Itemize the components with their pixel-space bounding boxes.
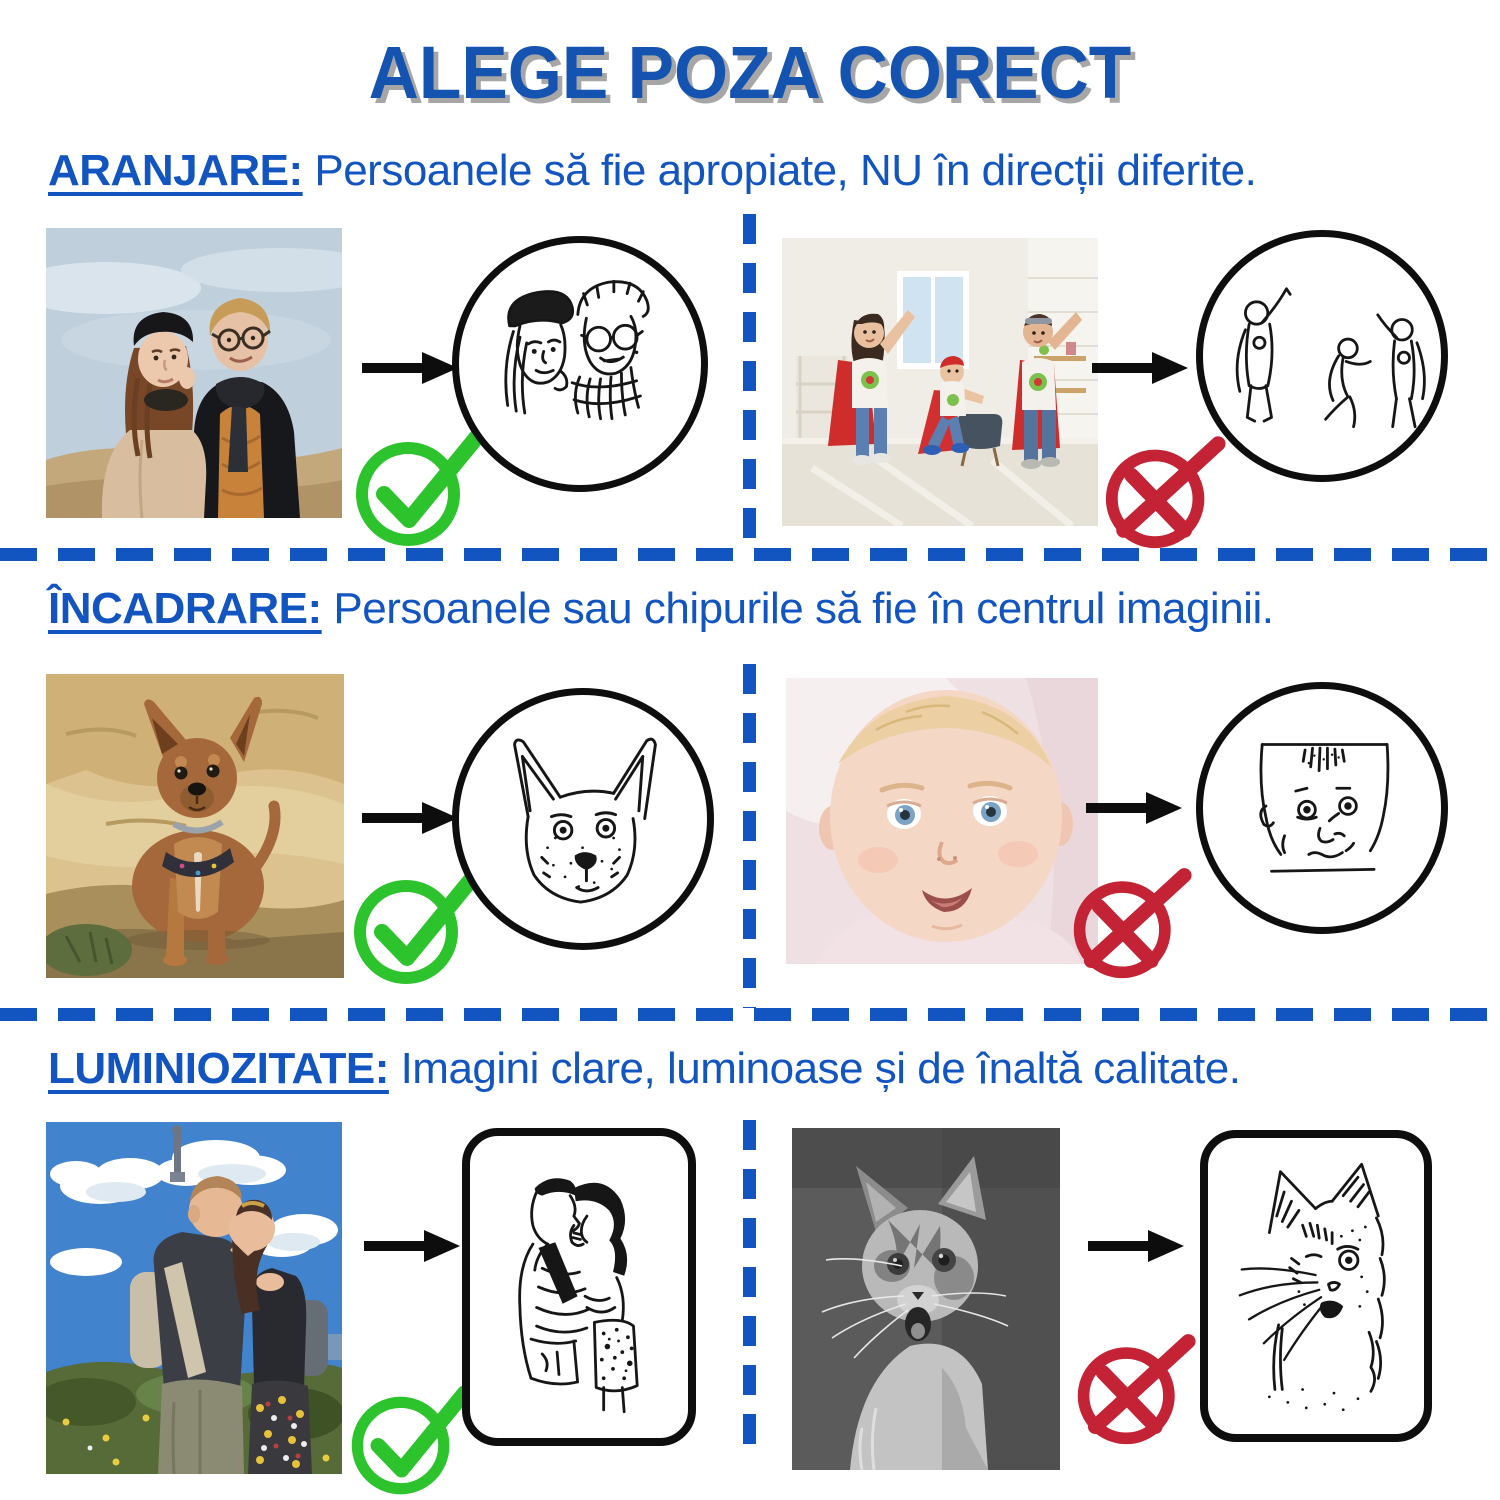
sketch-messy-cat xyxy=(1214,1147,1417,1425)
photo-good-brightness xyxy=(46,1122,342,1474)
section-incadrare-heading xyxy=(48,584,1273,634)
arrow-icon xyxy=(1090,350,1190,386)
section-description: Persoanele sau chipurile să fie în centrul imaginii. xyxy=(321,584,1274,633)
photo-bad-brightness xyxy=(792,1128,1060,1470)
cross-icon xyxy=(1066,856,1194,984)
photo-good-arrangement xyxy=(46,228,342,518)
photo-good-framing xyxy=(46,674,344,978)
arrow-icon xyxy=(1086,1228,1186,1264)
section-aranjare-heading xyxy=(48,146,1256,196)
section-luminiozitate-heading xyxy=(48,1044,1240,1094)
cross-icon xyxy=(1098,424,1228,554)
sketch-cropped-baby xyxy=(1210,696,1434,920)
horizontal-divider xyxy=(0,1008,1500,1021)
section-description: Persoanele să fie apropiate, NU în direcții diferite. xyxy=(302,146,1257,195)
sketch-kissing-couple xyxy=(477,1145,682,1429)
photo-bad-arrangement xyxy=(782,238,1098,526)
vertical-divider xyxy=(743,214,756,548)
cross-icon xyxy=(1070,1322,1198,1450)
check-icon xyxy=(352,420,484,552)
arrow-icon xyxy=(1084,790,1184,826)
section-keyword: LUMINIOZITATE: xyxy=(48,1044,389,1093)
sketch-result-frame xyxy=(452,688,714,950)
vertical-divider xyxy=(743,1120,756,1458)
section-keyword: ÎNCADRARE: xyxy=(48,584,322,633)
horizontal-divider xyxy=(0,548,1500,561)
arrow-icon xyxy=(360,350,460,386)
arrow-icon xyxy=(362,1228,462,1264)
sketch-result-frame xyxy=(1200,1130,1432,1442)
section-description: Imagini clare, luminoase și de înaltă calitate. xyxy=(388,1044,1241,1093)
check-icon xyxy=(348,1376,472,1500)
photo-bad-framing xyxy=(786,678,1098,964)
check-icon xyxy=(350,858,482,990)
sketch-dog-face xyxy=(466,702,699,935)
vertical-divider xyxy=(743,664,756,1008)
sketch-result-frame xyxy=(1196,230,1448,482)
sketch-result-frame xyxy=(1196,682,1448,934)
arrow-icon xyxy=(360,800,460,836)
sketch-result-frame xyxy=(452,236,708,492)
sketch-result-frame xyxy=(462,1128,696,1446)
page-title: ALEGE POZA CORECT xyxy=(368,31,1132,114)
sketch-two-women xyxy=(466,250,693,477)
section-keyword: ARANJARE: xyxy=(48,146,303,195)
sketch-family-spread xyxy=(1210,244,1434,468)
